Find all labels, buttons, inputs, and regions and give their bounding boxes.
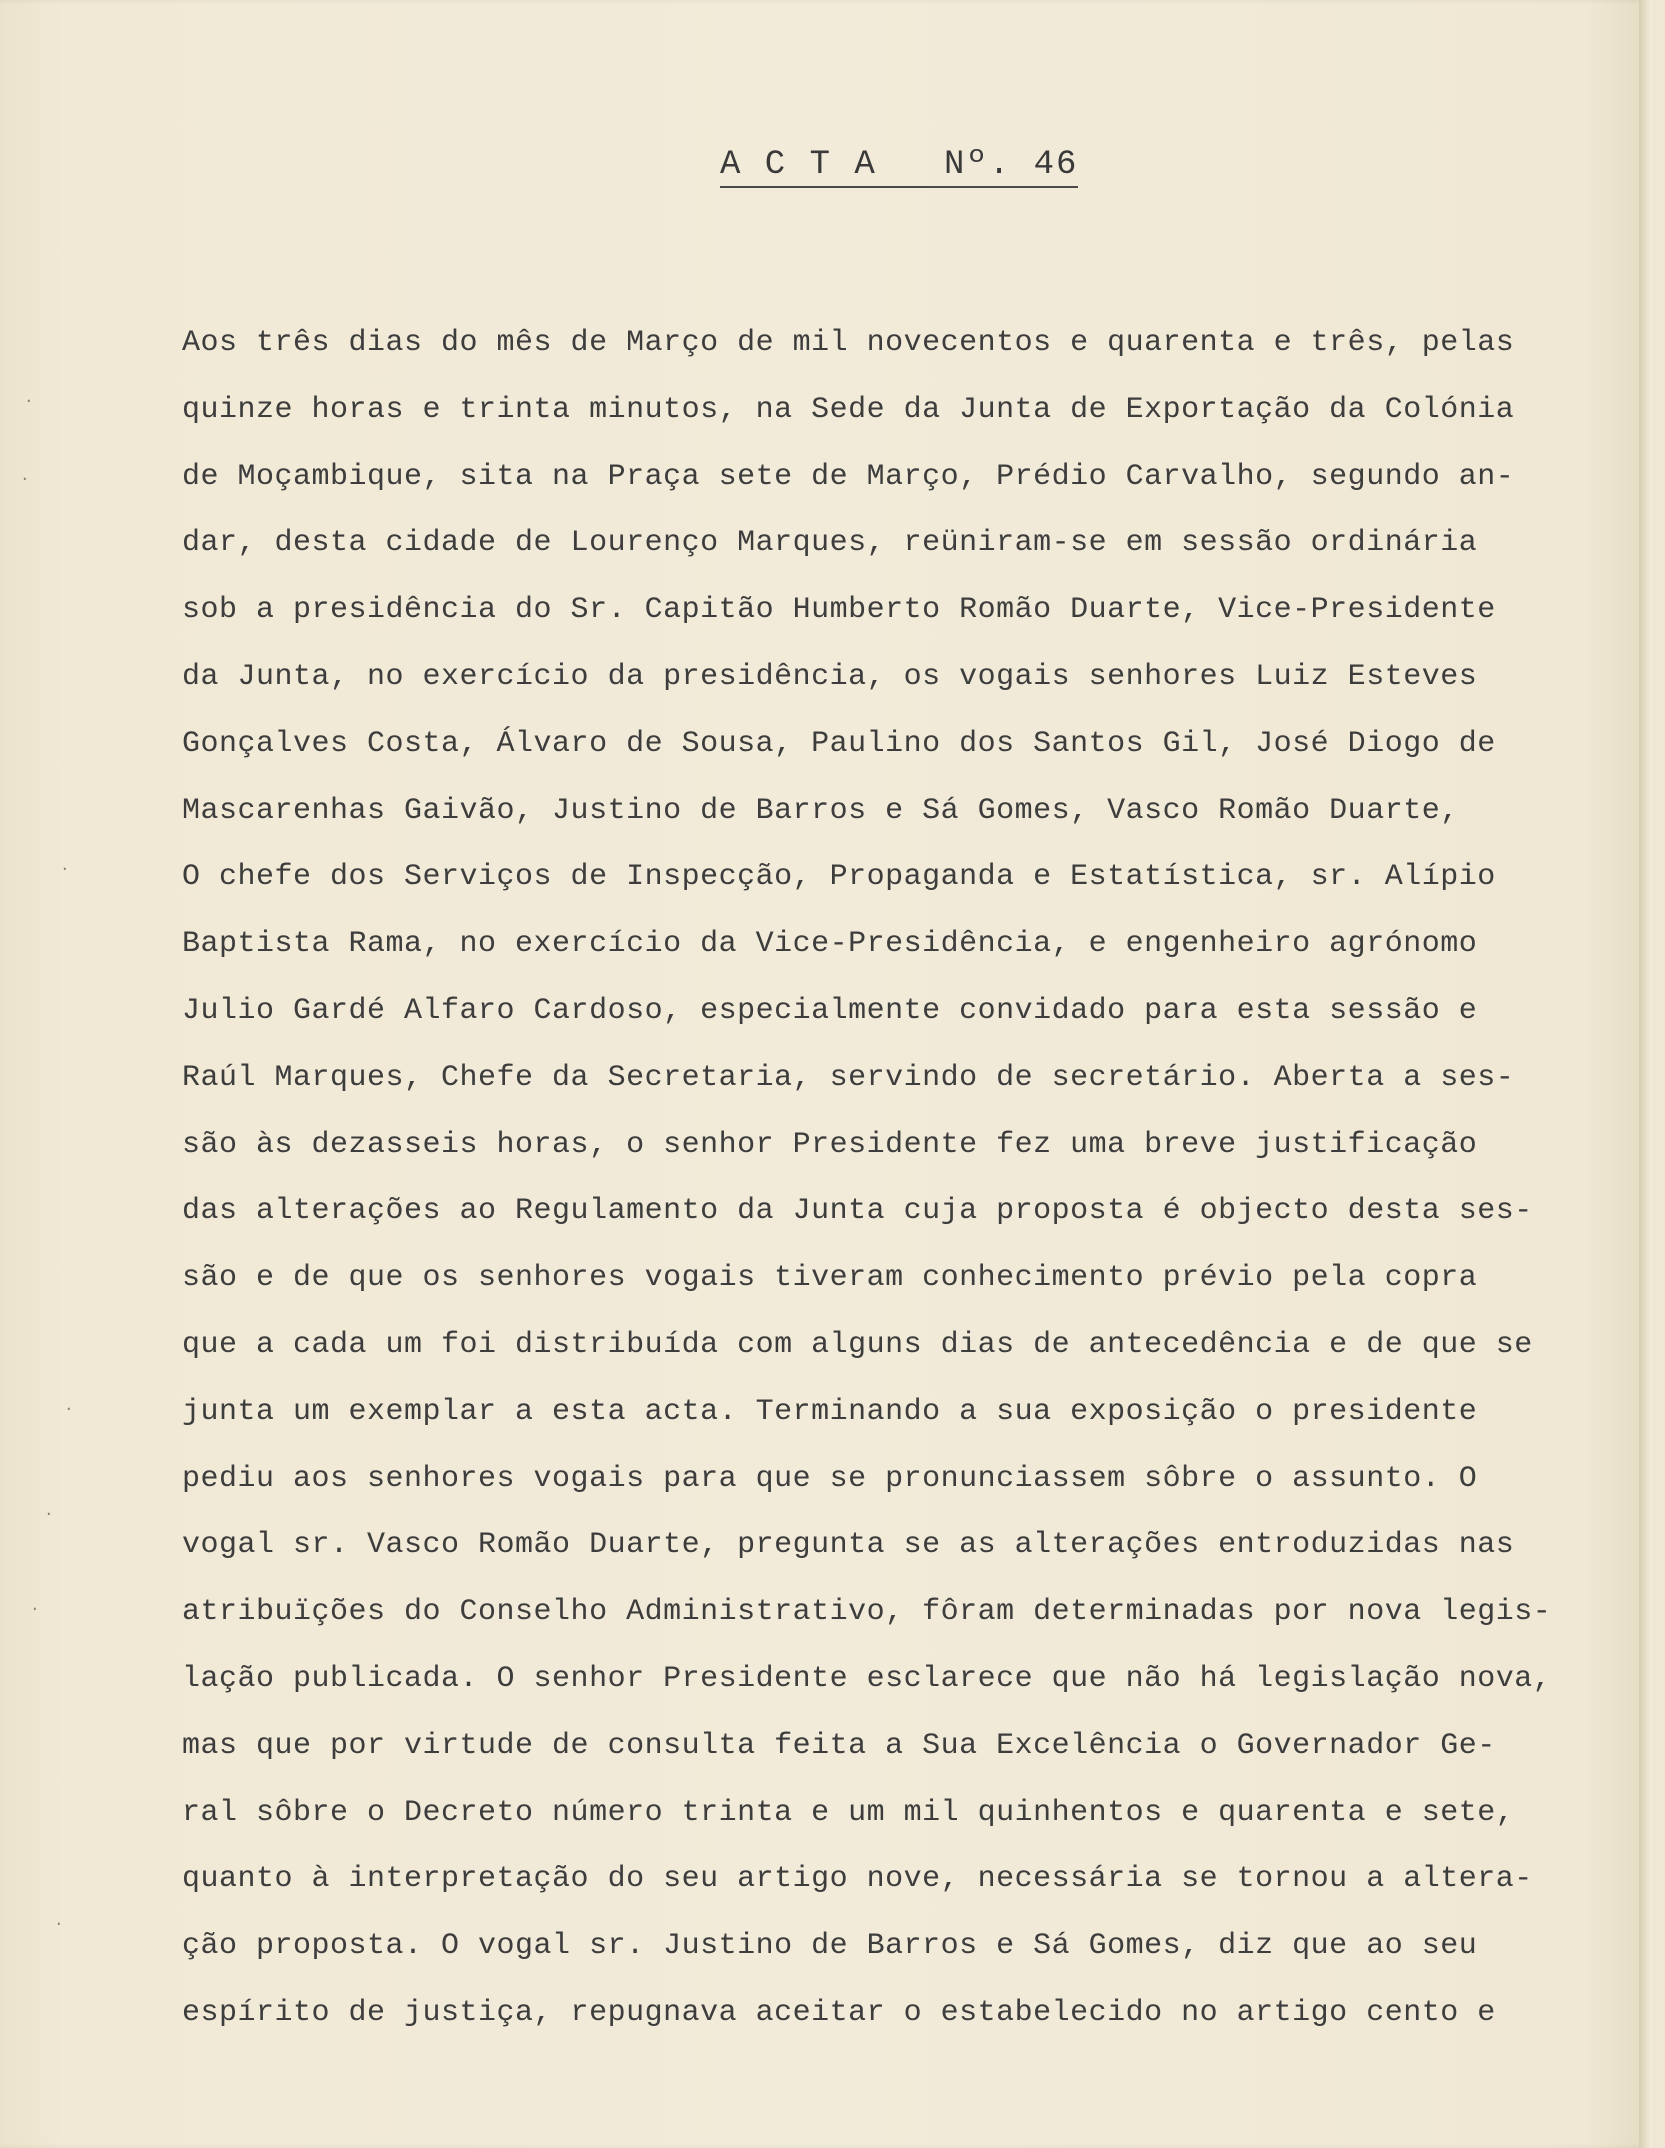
- text-line: dar, desta cidade de Lourenço Marques, reüniram-se em sessão ordinária: [182, 526, 1478, 561]
- text-line: O chefe dos Serviços de Inspecção, Propaganda e Estatística, sr. Alípio: [182, 860, 1496, 895]
- text-line: Gonçalves Costa, Álvaro de Sousa, Paulino dos Santos Gil, José Diogo de: [182, 726, 1496, 761]
- text-line: mas que por virtude de consulta feita a Sua Excelência o Governador Ge-: [182, 1728, 1496, 1763]
- text-line: quanto à interpretação do seu artigo nove, necessária se tornou a altera-: [182, 1862, 1533, 1897]
- text-line: da Junta, no exercício da presidência, os vogais senhores Luiz Esteves: [182, 659, 1478, 694]
- text-line: pediu aos senhores vogais para que se pronunciassem sôbre o assunto. O: [182, 1461, 1478, 1496]
- text-line: quinze horas e trinta minutos, na Sede da Junta de Exportação da Colónia: [182, 392, 1515, 427]
- text-line: que a cada um foi distribuída com alguns dias de antecedência e de que se: [182, 1327, 1533, 1362]
- margin-speck: ·: [30, 1600, 40, 1618]
- text-line: Mascarenhas Gaivão, Justino de Barros e Sá Gomes, Vasco Romão Duarte,: [182, 793, 1459, 828]
- text-line: ral sôbre o Decreto número trinta e um mil quinhentos e quarenta e sete,: [182, 1795, 1515, 1830]
- text-line: de Moçambique, sita na Praça sete de Março, Prédio Carvalho, segundo an-: [182, 459, 1515, 494]
- document-body: [182, 310, 1642, 2047]
- text-line: sob a presidência do Sr. Capitão Humberto Romão Duarte, Vice-Presidente: [182, 593, 1496, 628]
- margin-speck: ·: [24, 392, 34, 410]
- text-line: lação publicada. O senhor Presidente esclarece que não há legislação nova,: [182, 1661, 1552, 1696]
- text-line: são e de que os senhores vogais tiveram conhecimento prévio pela copra: [182, 1261, 1478, 1296]
- margin-speck: ·: [44, 1505, 54, 1523]
- margin-speck: ·: [60, 860, 70, 878]
- text-line: Julio Gardé Alfaro Cardoso, especialmente convidado para esta sessão e: [182, 993, 1478, 1028]
- text-line: Baptista Rama, no exercício da Vice-Presidência, e engenheiro agrónomo: [182, 927, 1478, 962]
- text-line: vogal sr. Vasco Romão Duarte, pregunta se as alterações entroduzidas nas: [182, 1528, 1515, 1563]
- text-line: junta um exemplar a esta acta. Terminando a sua exposição o presidente: [182, 1394, 1478, 1429]
- text-line: atribuïções do Conselho Administrativo, fôram determinadas por nova legis-: [182, 1595, 1552, 1630]
- text-line: das alterações ao Regulamento da Junta cuja proposta é objecto desta ses-: [182, 1194, 1533, 1229]
- text-line: espírito de justiça, repugnava aceitar o estabelecido no artigo cento e: [182, 1995, 1496, 2030]
- text-line: ção proposta. O vogal sr. Justino de Barros e Sá Gomes, diz que ao seu: [182, 1929, 1478, 1964]
- text-line: Raúl Marques, Chefe da Secretaria, servindo de secretário. Aberta a ses-: [182, 1060, 1515, 1095]
- document-title: A C T A Nº. 46: [720, 146, 1078, 188]
- text-line: são às dezasseis horas, o senhor Presidente fez uma breve justificação: [182, 1127, 1478, 1162]
- margin-speck: ·: [54, 1915, 64, 1933]
- margin-speck: ·: [20, 470, 30, 488]
- text-line: Aos três dias do mês de Março de mil novecentos e quarenta e três, pelas: [182, 326, 1515, 360]
- margin-speck: ·: [64, 1400, 74, 1418]
